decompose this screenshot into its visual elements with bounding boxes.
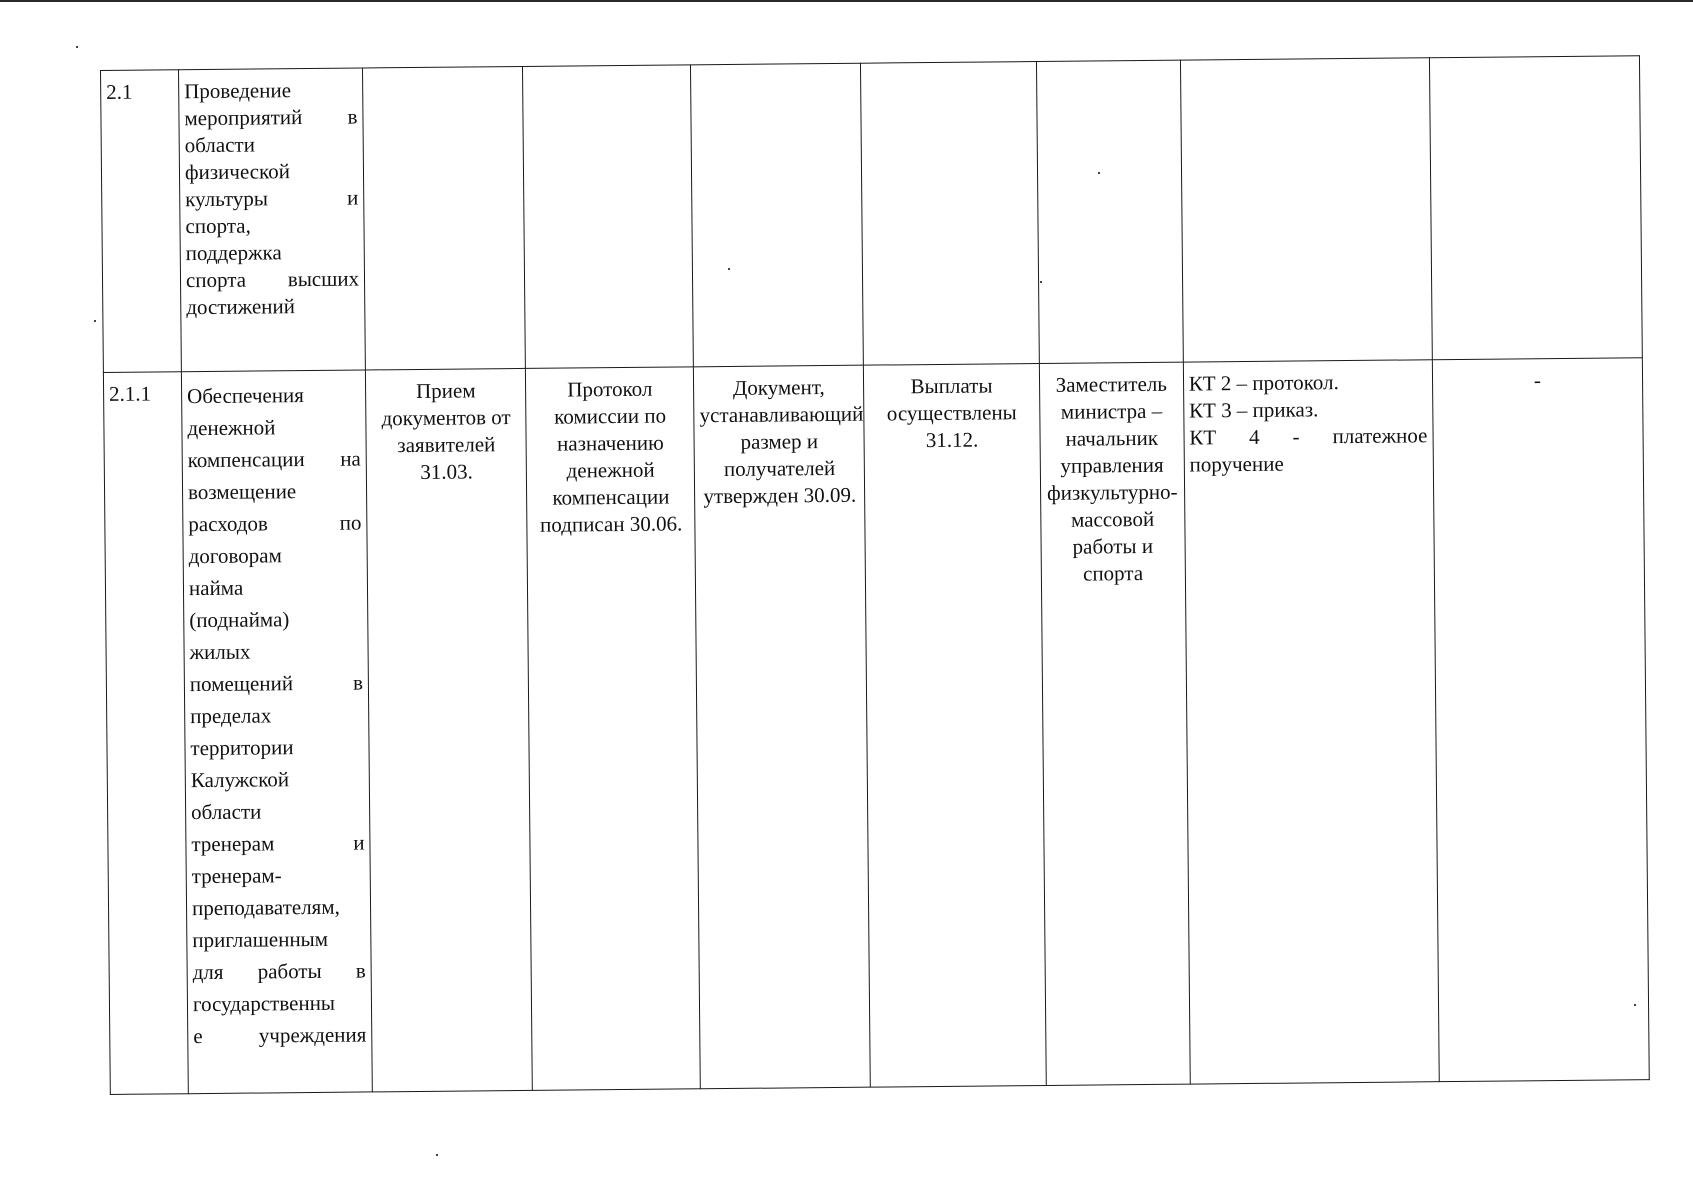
results-cell bbox=[1183, 360, 1439, 1084]
scan-speck bbox=[436, 1154, 438, 1156]
scan-speck bbox=[1634, 1004, 1636, 1006]
result-kt3: КТ 3 – приказ. bbox=[1188, 397, 1319, 423]
scan-edge bbox=[0, 0, 1693, 2]
note-dash: - bbox=[1432, 358, 1649, 1082]
table-row bbox=[101, 56, 1643, 373]
scan-speck bbox=[76, 46, 78, 48]
empty-cell bbox=[1036, 60, 1183, 363]
responsible-person: Заместитель министра – начальник управления физкультурно-массовой работы и спорта bbox=[1039, 362, 1190, 1085]
empty-cell bbox=[1429, 56, 1642, 360]
checkpoint-4: Выплаты осуществлены 31.12. bbox=[864, 363, 1046, 1087]
checkpoint-2: Протокол комиссии по назначению денежной компенсации подписан 30.06. bbox=[526, 367, 701, 1091]
result-kt4: КТ 4 - платежное поручение bbox=[1189, 423, 1428, 477]
checkpoint-3: Документ, устанавливающий размер и получателей утвержден 30.09. bbox=[694, 365, 871, 1089]
plan-table bbox=[100, 55, 1650, 1095]
empty-cell bbox=[523, 65, 694, 369]
checkpoint-1: Прием документов от заявителей 31.03. bbox=[365, 368, 532, 1092]
empty-cell bbox=[363, 66, 526, 370]
empty-cell bbox=[1180, 58, 1432, 362]
table-row bbox=[103, 358, 1649, 1095]
scan-speck bbox=[1040, 281, 1042, 283]
scan-speck bbox=[94, 320, 96, 322]
scan-speck bbox=[1098, 172, 1100, 174]
empty-cell bbox=[861, 62, 1039, 366]
scan-speck bbox=[728, 268, 730, 270]
row-number: 2.1.1 bbox=[103, 372, 188, 1095]
row-number: 2.1 bbox=[101, 70, 182, 373]
event-name: Обеспечения денежной компенсации на возмещение расходов по договорам найма (поднайма) жилых помещений в пределах территории Калужской области тренерам и тренерам- преподавателям, приглашенным для работы в государственны е учреждения bbox=[181, 370, 372, 1094]
result-kt2: КТ 2 – протокол. bbox=[1188, 370, 1339, 396]
event-name: Проведение мероприятий в области физической культуры и спорта, поддержка спорта высших достижений bbox=[178, 68, 365, 372]
empty-cell bbox=[691, 63, 864, 367]
